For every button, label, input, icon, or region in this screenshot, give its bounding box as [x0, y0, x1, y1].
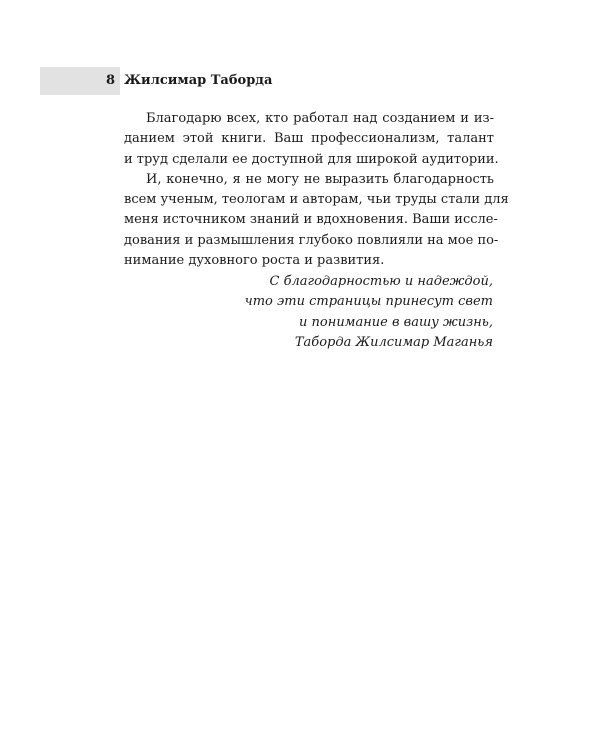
- text-line: данием этой книги. Ваш профессионализм, талант: [124, 131, 494, 147]
- paragraph-1: [124, 109, 499, 170]
- text-line: всем ученым, теологам и авторам, чьи труды стали для: [124, 192, 509, 208]
- text-line: нимание духовного роста и развития.: [124, 253, 385, 269]
- signature-line: что эти страницы принесут свет: [244, 294, 493, 310]
- paragraph-2: [124, 170, 509, 271]
- body-text: [124, 109, 509, 271]
- text-line: меня источником знаний и вдохновения. Ваши иссле-: [124, 212, 498, 228]
- page-number: 8: [106, 73, 116, 88]
- signature-author-name: Таборда Жилсимар Маганья: [294, 334, 493, 350]
- text-line: дования и размышления глубоко повлияли на мое по-: [124, 232, 499, 248]
- running-head-author: Жилсимар Таборда: [124, 73, 273, 88]
- text-line: И, конечно, я не могу не выразить благодарность: [146, 171, 494, 187]
- signature-line: и понимание в вашу жизнь,: [299, 314, 493, 330]
- text-line: и труд сделали ее доступной для широкой аудитории.: [124, 151, 499, 167]
- signature-block: [245, 272, 493, 353]
- text-line: Благодарю всех, кто работал над созданием и из-: [146, 111, 494, 126]
- signature-line: С благодарностью и надеждой,: [269, 274, 493, 289]
